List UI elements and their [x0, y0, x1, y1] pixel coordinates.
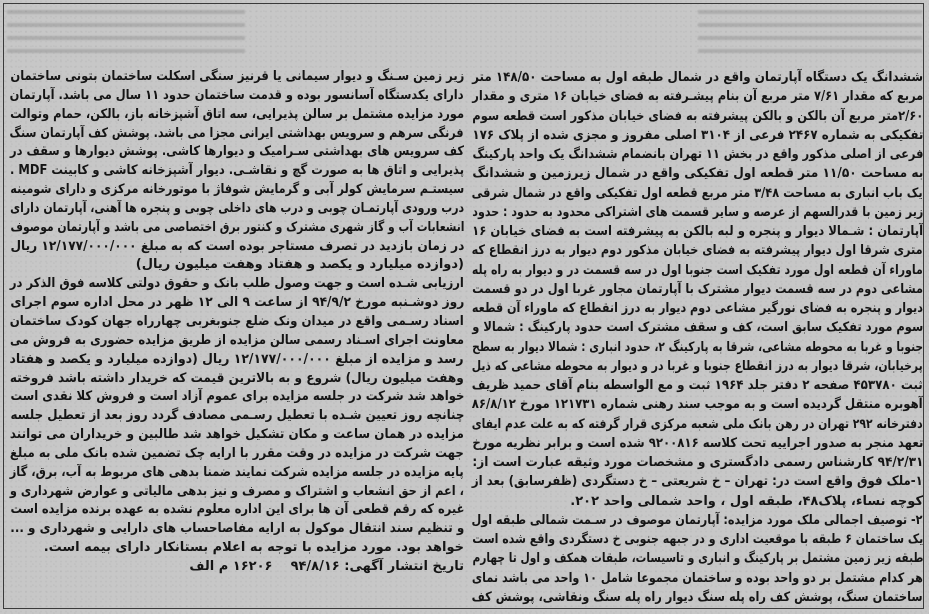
- right-column-line-text: سوم مورد تفکیک سابق است، کف و سقف مشترک است حدود پارکینگ : شمالا و: [472, 320, 923, 336]
- right-column-line: [471, 203, 923, 222]
- right-column-line: [471, 338, 923, 357]
- right-column-line: [471, 318, 923, 337]
- right-column-line-text: مشاعی دوم در سه قسمت دیوار مشترک با آپارتمان مجاور غربا اول در دو قسمت: [472, 281, 923, 297]
- right-column-line: [471, 530, 923, 549]
- right-column-line-text: دفترخانه ۲۹۲ تهران در رهن بانک ملی شعبه مرکزی قرار گرفته که به علت عدم ایفای: [472, 416, 923, 432]
- left-column-line-text: و تنظیم سند انتقال موکول به ارایه مفاصاحساب های دارایی و شهرداری و ...: [10, 521, 464, 537]
- left-column-line: [9, 313, 464, 332]
- right-column-line-text: ساختمان سنگ، پوشش کف راه پله سنگ دیوار راه پله سنگ ونقاشی، پوشش کف: [472, 589, 923, 605]
- right-column-line: [471, 299, 923, 318]
- right-column-line: [471, 241, 923, 260]
- left-column-line-text: چنانچه روز تعیین شـده با تعطیل رسـمی مصادف گردد روز بعد از تعطیل جلسه: [10, 408, 464, 424]
- left-column-line-text: معاونت اجرای اسـناد رسمی سالن مزایده از طریق مزایده حضوری به فروش می: [10, 332, 464, 348]
- right-column-line-text: ششدانگ یک دستگاه آپارتمان واقع در شمال طبقه اول به مساحت ۱۴۸/۵۰ متر: [472, 70, 923, 85]
- right-column-line: [471, 492, 923, 511]
- left-column-line-text: پایه مزایده در جلسه مزایده شرکت نمایند ضمنا بدهی های مربوط به آب، برق، گاز: [10, 464, 464, 480]
- right-column-line: [471, 376, 923, 395]
- right-column-line: [471, 549, 923, 568]
- left-column-line-text: رسد و مزایده از مبلغ ۱۲/۱۷۷/۰۰۰/۰۰۰ ریال (دوازده میلیارد و یکصد و هفتاد: [10, 351, 464, 367]
- right-text-column: [471, 68, 923, 607]
- left-column-line: [9, 558, 464, 577]
- left-column-line: [9, 370, 464, 389]
- right-column-line-text: جنوبا و غربا به محوطه مشاعی، شرقا به پارکینگ ۲، حدود انباری : شمالا دیوار به سطح: [472, 339, 923, 355]
- right-column-line-text: یک باب انباری به مساحت ۳/۴۸ متر مربع قطعه اول تفکیکی واقع در شمال شرقی: [472, 185, 923, 201]
- left-column-line: [9, 426, 464, 445]
- right-column-line-text: آپارتمان : شـمالا دیوار و پنجره و لبه بالکن به پیشرفته است به فضای خیابان ۱۶: [472, 224, 923, 239]
- left-column-line: [9, 200, 464, 219]
- right-column-line-text: پرخیابان، شرقا دیوار به درز انقطاع جنوبا و غربا در و دیوار به محوطه مشاعی که ذیل: [472, 358, 923, 374]
- right-column-line: [471, 472, 923, 491]
- right-column-line: [471, 68, 923, 87]
- left-column-line: [9, 351, 464, 370]
- right-column-line: [471, 453, 923, 472]
- right-column-line: [471, 357, 923, 376]
- left-column-line-text: در زمان بازدید در تصرف مستاجر بوده است که به مبلغ ۱۲/۱۷۷/۰۰۰/۰۰۰ ریال: [10, 238, 464, 254]
- left-column-line-text: پذیرایی و اتاق ها به صورت گچ و نقاشـی. دیوار آشپزخانه کاشی و کابینت MDF .: [10, 163, 464, 179]
- left-column-line-text: کف سرویس های بهداشتی سـرامیک و دیوارها کاشی. پوشش دیوارها و سقف در: [10, 144, 464, 160]
- right-column-line-text: تفکیکی به شماره ۲۴۶۷ فرعی از ۳۱۰۴ اصلی مفروز و مجزی شده از پلاک ۱۷۶: [472, 127, 923, 143]
- left-column-line: [9, 445, 464, 464]
- right-column-line: [471, 164, 923, 183]
- signature: [9, 580, 462, 600]
- right-column-line-text: تعهد منجر به صدور اجراییه تحت کلاسه ۹۲۰۰۸۱۶ شده است و برابر نظریه مورخ: [472, 435, 923, 451]
- right-column-line: [471, 107, 923, 126]
- left-column-line-text: فرنگی سرهم و سرویس بهداشتی ایرانی مجزا می باشد. پوشش کف آپارتمان سنگ: [10, 125, 464, 141]
- left-column-line: [9, 483, 464, 502]
- left-column-line: [9, 68, 464, 87]
- right-column-line-text: یک ساختمان ۶ طبقه با موقعیت اداری و در جبهه جنوبی خ دستگردی واقع شده است: [472, 532, 923, 547]
- right-column-line: [471, 222, 923, 241]
- right-column-line: [471, 184, 923, 203]
- left-column-line-text: ، اعم از حق انشعاب و اشتراک و مصرف و نیز بدهی مالیاتی و عوارض شهرداری و: [10, 483, 464, 499]
- left-column-line: [9, 501, 464, 520]
- right-column-line-text: فرعی از اصلی مذکور واقع در بخش ۱۱ تهران بانضمام ششدانگ یک واحد پارکینگ: [472, 147, 923, 162]
- notice-title: [320, 9, 620, 35]
- right-column-line-text: مربع که مقدار ۷/۶۱ متر مربع آن بنام پیشـرفته به فضای خیابان ۱۶ متری و مقدار: [472, 89, 923, 105]
- right-column-line-text: آهوبره منتقل گردیده است و به موجب سند رهنی شماره ۱۲۱۷۳۱ مورخ ۸۶/۸/۱۲: [472, 397, 923, 413]
- right-column-line-text: کوچه نساء، پلاک۴۸، طبقه اول ، واحد شمالی واحد ۲۰۲.: [570, 493, 923, 509]
- right-column-line: [471, 588, 923, 607]
- left-column-line: [9, 256, 464, 275]
- left-text-column: [9, 68, 464, 577]
- left-column-line-text: زیر زمین سـنگ و دیوار سیمانی یا قرنیز سنگی اسکلت ساختمان بتونی ساختمان: [10, 69, 464, 84]
- right-column-line: [471, 569, 923, 588]
- right-column-line-text: متری شرقا اول دیوار پیشرفته به فضای خیابان مذکور دوم دیوار به درز انقطاع که: [472, 243, 923, 259]
- right-column-line: [471, 434, 923, 453]
- left-column-line-text: مورد مزایده مشتمل بر سالن پذیرایی، سه اتاق آشپزخانه باز، بالکن، حمام وتوالت: [10, 106, 464, 122]
- right-column-line-text: ۲- توصیف اجمالی ملک مورد مزایده: آپارتمان موصوف در سـمت شمالی طبقه اول: [472, 512, 923, 528]
- left-column-line-text: غیره که رقم قطعی آن ها برای این اداره معلوم نشده به عهده برنده مزایده است: [10, 502, 464, 518]
- right-column-line-text: طبقه زیر زمین مشتمل بر پارکینگ و انباری و تاسیسات، طبقات همکف و اول تا چهارم: [472, 551, 923, 567]
- right-column-line: [471, 87, 923, 106]
- left-column-line: [9, 464, 464, 483]
- right-column-line-text: ۱-ملک فوق واقع است در: تهران – خ شریعتی – خ دستگردی (ظفرسابق) بعد از: [472, 474, 923, 490]
- left-column-line: [9, 238, 464, 257]
- left-column-line-text: تاریخ انتشار آگهی: ۹۴/۸/۱۶ ۱۶۲۰۶ م الف: [189, 558, 464, 574]
- left-column-line: [9, 87, 464, 106]
- right-column-line-text: ثبت ۴۵۳۷۸۰ صفحه ۲ دفتر جلد ۱۹۶۴ ثبت و مع الواسطه بنام آقای حمید ظریف: [472, 378, 923, 393]
- left-column-line: [9, 162, 464, 181]
- left-column-line-text: دارای یکدستگاه آسانسور بوده و قدمت ساختمان حدود ۱۱ سال می باشد. آپارتمان: [10, 87, 464, 103]
- left-column-line-text: مزایده در همان ساعت و مکان تشکیل خواهد شد طالبین و خریداران می توانند: [10, 427, 464, 443]
- left-column-line-text: انشعابات آب و گاز شهری مشترک و کنتور برق اختصاصی می باشد و آپارتمان موصوف: [10, 219, 464, 235]
- right-column-line-text: زیر زمین با قدرالسهم از عرصه و سایر قسمت های اشتراکی محدود به حدود : حدود: [472, 204, 923, 220]
- right-column-line: [471, 511, 923, 530]
- left-column-line-text: سیستـم سرمایش کولر آبی و گرمایش شوفاژ با موتورخانه مرکزی و دارای شومینه: [10, 182, 464, 198]
- left-column-line: [9, 388, 464, 407]
- left-column-line-text: (دوازده میلیارد و یکصد و هفتاد وهفت میلیون ریال): [135, 257, 464, 273]
- right-column-line: [471, 261, 923, 280]
- left-column-line: [9, 294, 464, 313]
- left-column-line: [9, 539, 464, 558]
- left-column-line: [9, 106, 464, 125]
- left-column-line-text: روز دوشـنبه مورخ ۹۴/۹/۲ از ساعت ۹ الی ۱۲ ظهر در محل اداره سوم اجرای: [10, 295, 464, 311]
- left-column-line-text: خواهد شد شرکت در جلسه مزایده برای عموم آزاد است و فروش کلا نقدی است: [10, 389, 464, 405]
- right-column-line-text: به مساحت ۱۱/۵۰ متر قطعه اول تفکیکی واقع در شمال زیرزمین و ششدانگ: [472, 166, 923, 182]
- left-column-line-text: وهفت میلیون ریال) شروع و به بالاترین قیمت که خریدار داشته باشد فروخته: [10, 370, 464, 386]
- left-column-line-text: درب ورودی آپارتمـان چوبی و درب های داخلی چوبی و پنجره ها آهنی، آپارتمان دارای: [10, 200, 464, 216]
- notice-subtitle: [250, 34, 690, 62]
- left-column-line-text: ارزیابی شـده است و جهت وصول طلب بانک و حقوق دولتی کلاسه فوق الذکر در: [10, 276, 464, 292]
- right-column-line-text: ماوراء آن قطعه اول مورد تفکیک است جنوبا اول در سه قسمت در و دیوار به راه پله: [472, 262, 923, 278]
- right-column-line-text: دیوار و پنجره به فضای نورگیر مشاعی دوم دیوار به درز انقطاع که ماوراء آن قطعه: [472, 301, 923, 316]
- left-column-line: [9, 407, 464, 426]
- left-column-line: [9, 219, 464, 238]
- right-column-line: [471, 145, 923, 164]
- left-column-line: [9, 275, 464, 294]
- left-column-line-text: خواهد بود. مورد مزایده با توجه به اعلام بستانکار دارای بیمه است.: [43, 540, 464, 556]
- right-column-line: [471, 395, 923, 414]
- left-column-line: [9, 520, 464, 539]
- left-column-line: [9, 181, 464, 200]
- left-column-line: [9, 332, 464, 351]
- right-column-line-text: هر کدام مشتمل بر دو واحد بوده و ساختمان مجموعا شامل ۱۰ واحد می باشد نمای: [472, 570, 923, 586]
- right-column-line-text: ۹۴/۲/۳۱ کارشناس رسمی دادگستری و مشخصات مورد وثیقه عبارت است از:: [472, 455, 923, 470]
- left-column-line: [9, 143, 464, 162]
- right-column-line: [471, 280, 923, 299]
- left-column-line-text: جهت شرکت در مزایده در وقت مقرر با ارایه چک تضمین شده بانک ملی به مبلغ: [10, 445, 464, 461]
- right-column-line: [471, 415, 923, 434]
- right-column-line-text: ۲/۶۰متر مربع آن بالکن و بالکن پیشرفته به فضای خیابان مذکور است قطعه سوم: [472, 108, 923, 124]
- right-column-line: [471, 126, 923, 145]
- left-column-line: [9, 125, 464, 144]
- left-column-line-text: اسناد رسـمی واقع در میدان ونک ضلع جنوبغربی چهارراه جهان کودک ساختمان: [10, 313, 464, 329]
